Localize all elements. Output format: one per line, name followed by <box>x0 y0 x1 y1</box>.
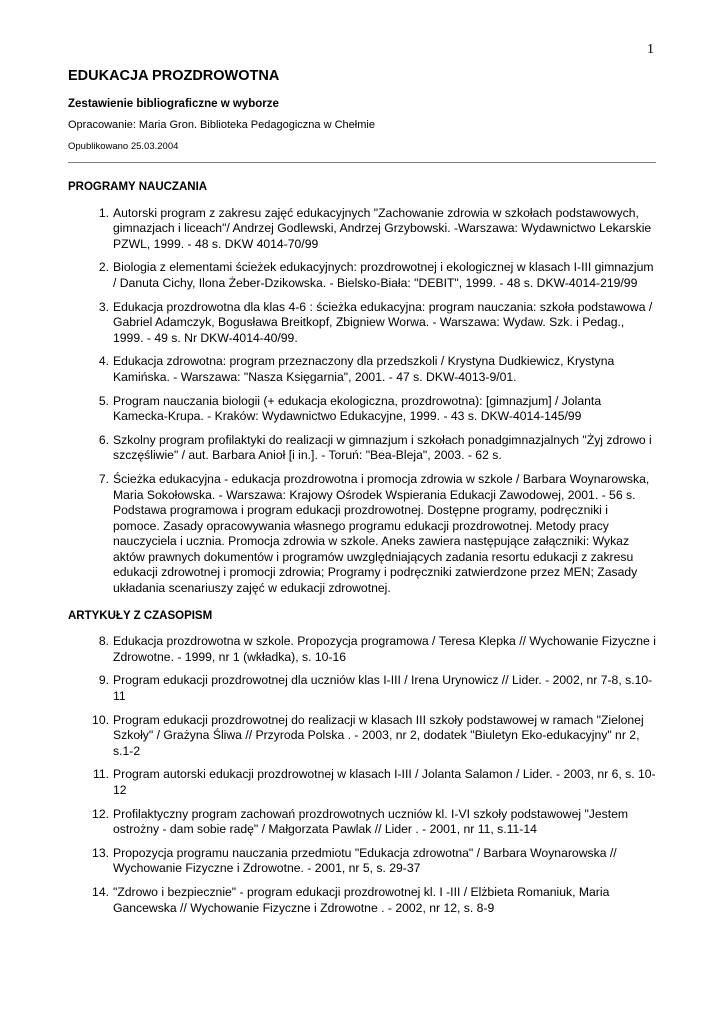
item-number: 10. <box>92 712 109 727</box>
item-number: 12. <box>92 806 109 821</box>
list-item <box>68 260 656 291</box>
author-line: Opracowanie: Maria Gron. Biblioteka Pedagogiczna w Chełmie <box>68 119 375 131</box>
document-title: EDUKACJA PROZDROWOTNA <box>68 68 280 84</box>
item-number: 3. <box>98 299 109 314</box>
item-text: Program autorski edukacji prozdrowotnej w klasach I-III / Jolanta Salamon / Lider. - 2003, nr 6, s. 10-12 <box>113 767 656 797</box>
item-number: 14. <box>92 884 109 899</box>
item-number: 9. <box>98 673 109 688</box>
list-item <box>68 885 656 916</box>
list-item <box>68 767 656 798</box>
list-item <box>68 394 656 425</box>
programs-list <box>68 206 656 597</box>
item-text: Profilaktyczny program zachowań prozdrowotnych uczniów kl. I-VI szkoły podstawowej "Jestem ostrożny - dam sobie radę" / Małgorzata Pawlak // Lider . - 2001, nr 11, s.11-14 <box>113 806 629 837</box>
list-item <box>68 713 656 760</box>
item-text: Biologia z elementami ścieżek edukacyjnych: prozdrowotnej i ekologicznej w klasach I-III gimnazjum / Danuta Cichy, Ilona Żeber-Dzikowska. - Bielsko-Biała: "DEBIT", 1999. - 48 s. DKW-4014-219/99 <box>113 260 654 290</box>
list-item <box>68 206 656 253</box>
item-number: 13. <box>92 845 109 860</box>
item-number: 4. <box>98 354 109 369</box>
item-text: Propozycja programu nauczania przedmiotu "Edukacja zdrowotna" / Barbara Woynarowska // Wychowanie Fizyczne i Zdrowotne. - 2001, nr 5, s. 29-37 <box>113 845 617 876</box>
section-heading-programs: PROGRAMY NAUCZANIA <box>68 181 208 193</box>
item-text: Szkolny program profilaktyki do realizacji w gimnazjum i szkołach ponadgimnazjalnych "Żyj zdrowo i szczęśliwie" / aut. Barbara Anioł [i in.]. - Toruń: "Bea-Bleja", 2003. - 62 s. <box>113 432 652 463</box>
list-item <box>68 433 656 464</box>
item-number: 8. <box>98 634 109 649</box>
list-item <box>68 634 656 665</box>
page-number: 1 <box>647 42 654 57</box>
item-text: Program edukacji prozdrowotnej dla uczniów klas I-III / Irena Urynowicz // Lider. - 2002, nr 7-8, s.10-11 <box>113 673 653 704</box>
item-number: 1. <box>98 205 109 220</box>
bibliography-content <box>68 180 656 924</box>
item-text: Autorski program z zakresu zajęć edukacyjnych "Zachowanie zdrowia w szkołach podstawowych, gimnazjach i liceach"/ Andrzej Godlewski, Andrzej Grzybowski. -Warszawa: Wydawnictwo Lekarskie PZWL, 1999. - 48 s. DKW 4014-70/99 <box>113 205 652 251</box>
section-heading-articles: ARTYKUŁY Z CZASOPISM <box>68 609 213 622</box>
list-item <box>68 807 656 838</box>
item-number: 2. <box>98 260 109 275</box>
item-text: Program nauczania biologii (+ edukacja ekologiczna, prozdrowotna): [gimnazjum] / Jolanta Kamecka-Krupa. - Kraków: Wydawnictwo Edukacyjne, 1999. - 43 s. DKW-4014-145/99 <box>113 393 602 424</box>
list-item <box>68 354 656 385</box>
item-text: Ścieżka edukacyjna - edukacja prozdrowotna i promocja zdrowia w szkole / Barbara Woynarowska, Maria Sokołowska. - Warszawa: Krajowy Ośrodek Wspierania Edukacji Zawodowej, 2001. - 56 s. Podstawa programowa i program edukacji prozdrowotnej. Dostępne programy, podręczniki i pomoce. Zasady opracowywania własnego programu edukacji prozdrowotnej. Metody pracy nauczyciela i ucznia. Promocja zdrowia w szkole. Aneks zawiera następujące załączniki: Wykaz aktów prawnych dokumentów i programów uwzględniających zadania resortu edukacji z zakresu edukacji zdrowotnej i promocji zdrowia; Programy i podręczniki zatwierdzone przez MEN; Zasady układania scenariuszy zajęć w edukacji zdrowotnej. <box>113 471 650 596</box>
list-item <box>68 472 656 597</box>
item-number: 7. <box>98 471 109 486</box>
document-header <box>68 68 656 158</box>
item-number: 6. <box>98 432 109 447</box>
item-text: Edukacja prozdrowotna w szkole. Propozycja programowa / Teresa Klepka // Wychowanie Fizyczne i Zdrowotne. - 1999, nr 1 (wkładka), s. 10-16 <box>113 634 656 664</box>
header-divider <box>68 162 656 163</box>
published-date: Opublikowano 25.03.2004 <box>68 141 179 152</box>
item-text: "Zdrowo i bezpiecznie" - program edukacji prozdrowotnej kl. I -III / Elżbieta Romaniuk, Maria Gancewska // Wychowanie Fizyczne i Zdrowotne . - 2002, nr 12, s. 8-9 <box>113 884 610 915</box>
articles-list <box>68 634 656 916</box>
list-item <box>68 300 656 347</box>
item-number: 5. <box>98 393 109 408</box>
list-item <box>68 846 656 877</box>
list-item <box>68 673 656 704</box>
document-subtitle: Zestawienie bibliograficzne w wyborze <box>68 98 279 110</box>
item-number: 11. <box>92 767 109 782</box>
item-text: Edukacja zdrowotna: program przeznaczony dla przedszkoli / Krystyna Dudkiewicz, Krystyna Kamińska. - Warszawa: "Nasza Księgarnia", 2001. - 47 s. DKW-4013-9/01. <box>113 354 615 384</box>
item-text: Edukacja prozdrowotna dla klas 4-6 : ścieżka edukacyjna: program nauczania: szkoła podstawowa / Gabriel Adamczyk, Bogusława Breitkopf, Zbigniew Worwa. - Warszawa: Wydaw. Szk. i Pedag., 1999. - 49 s. Nr DKW-4014-40/99. <box>113 299 653 345</box>
item-text: Program edukacji prozdrowotnej do realizacji w klasach III szkoły podstawowej w ramach "Zielonej Szkoły" / Grażyna Śliwa // Przyroda Polska . - 2003, nr 2, dodatek "Biuletyn Eko-edukacyjny" nr 2, s.1-2 <box>113 712 644 758</box>
